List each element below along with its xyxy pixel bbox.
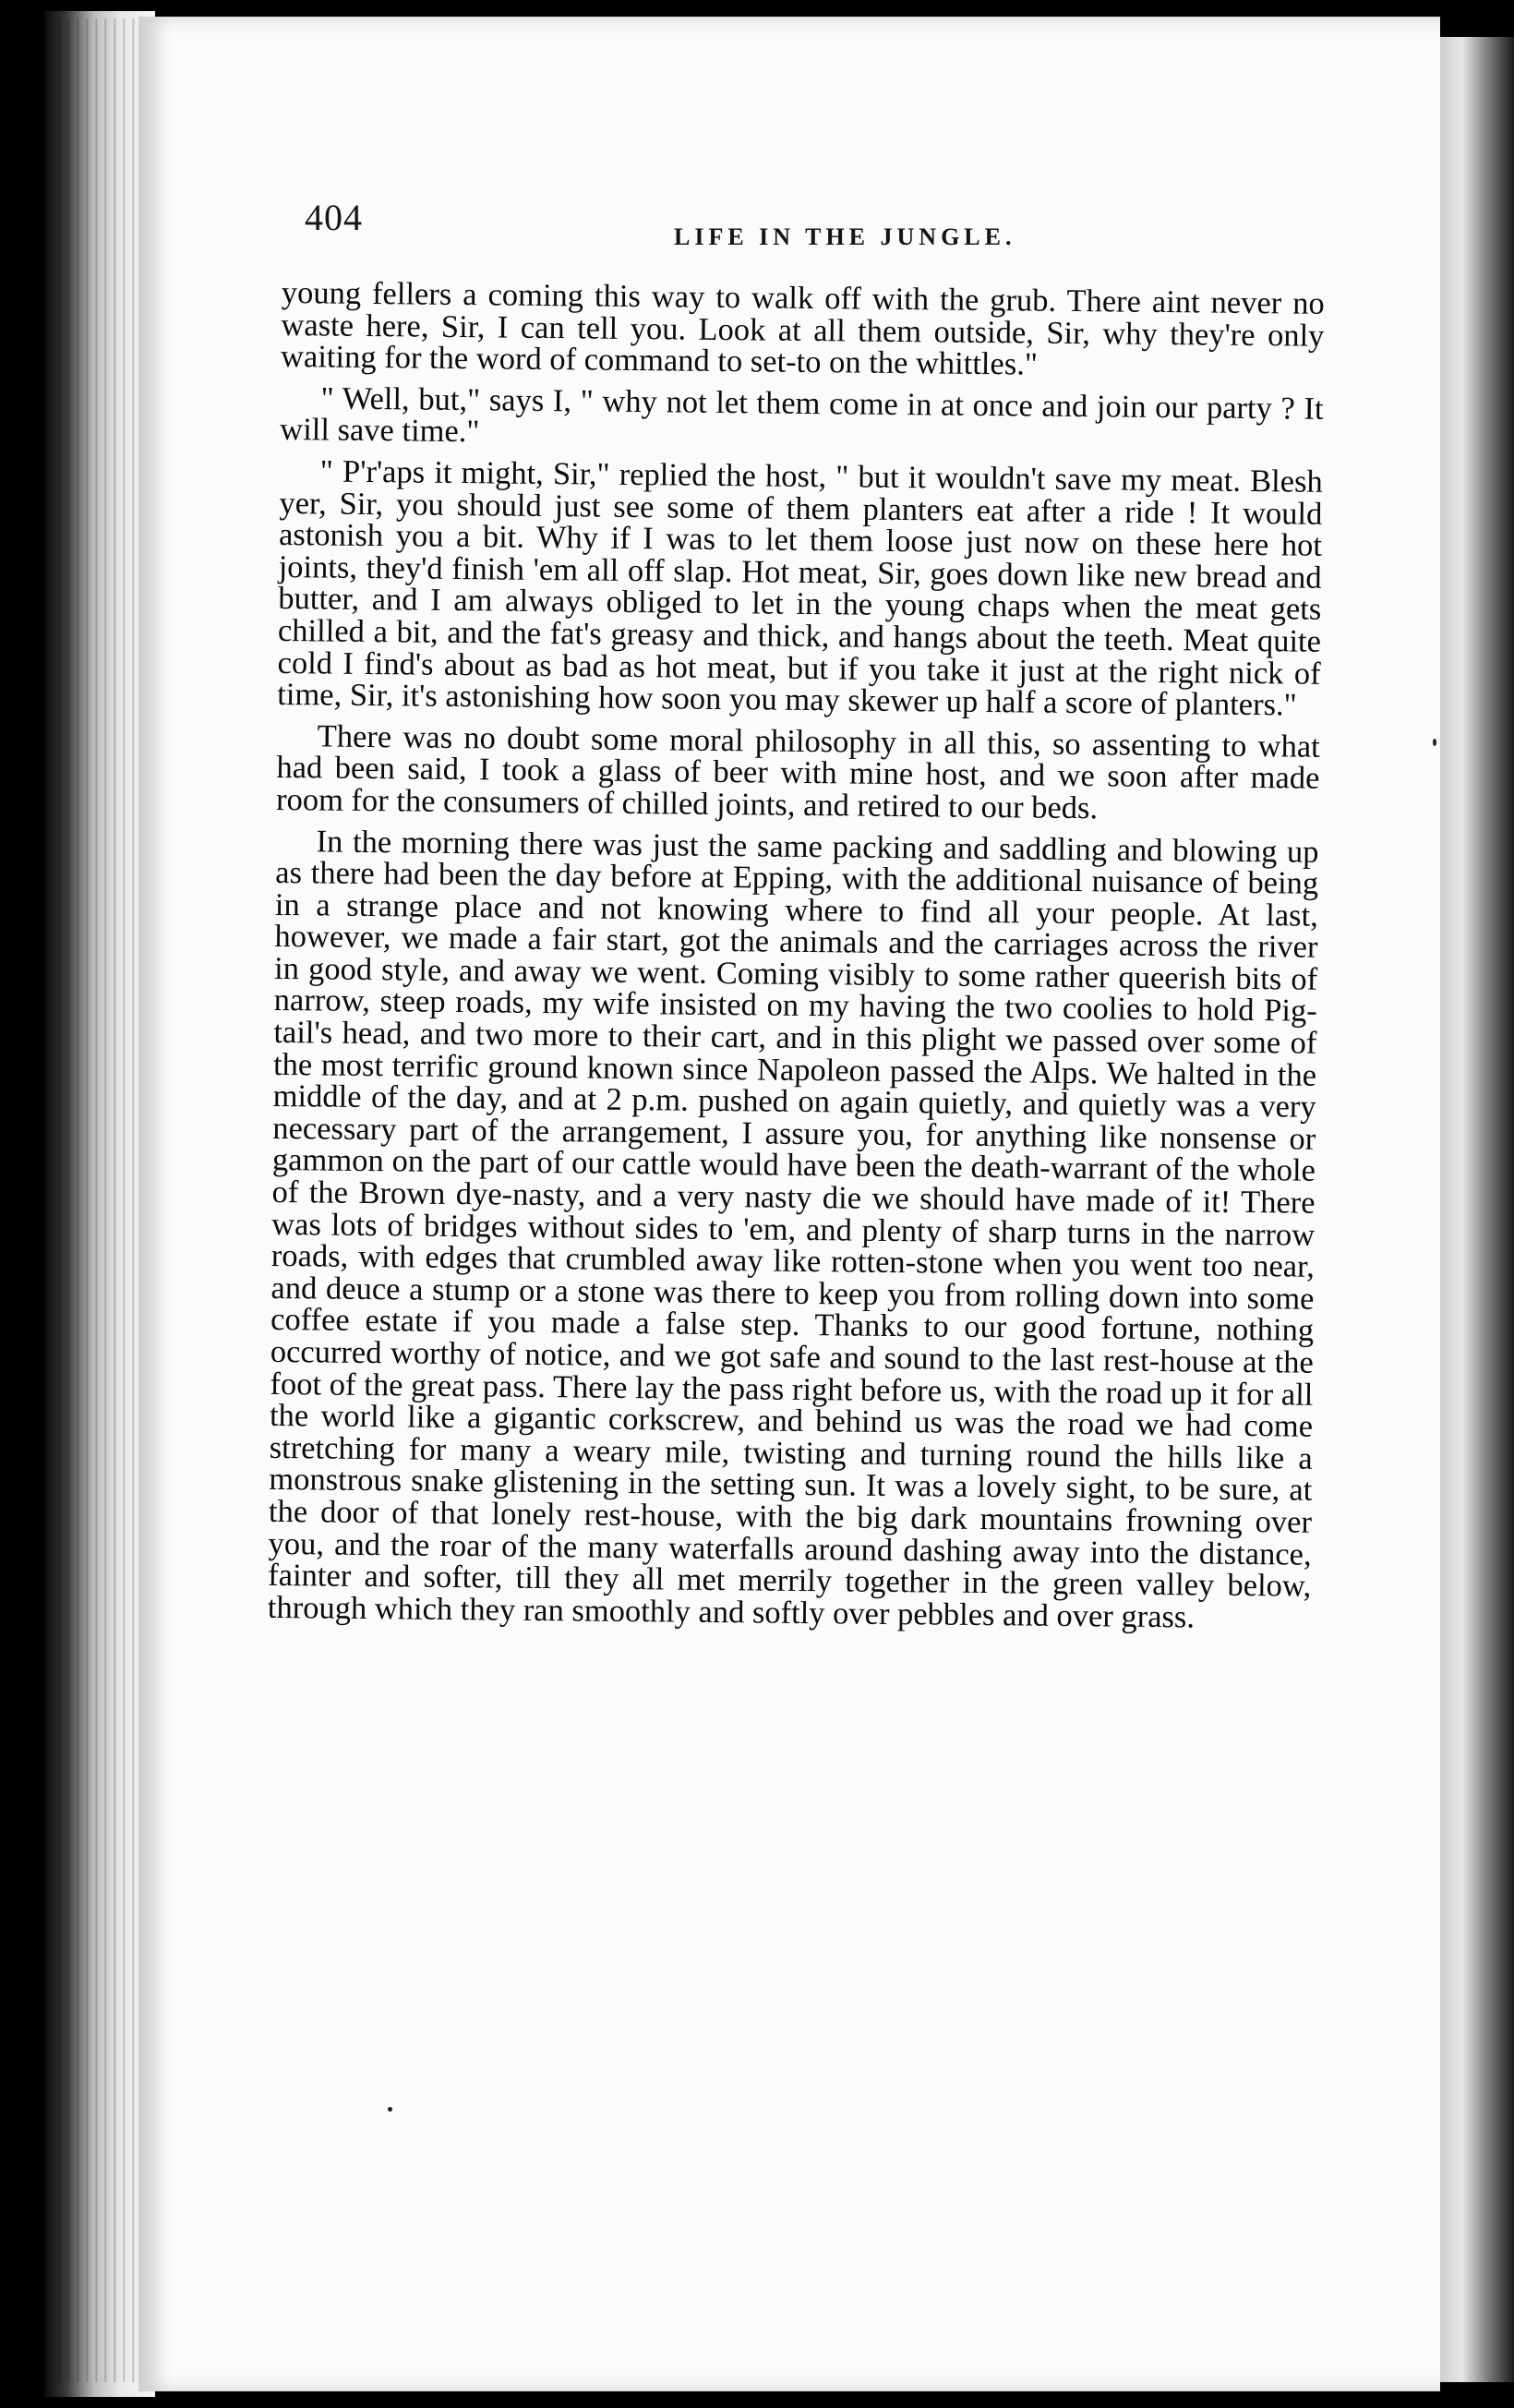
book-fore-edge xyxy=(1440,37,1514,2382)
paragraph: In the morning there was just the same packing and saddling and blowing up as there had been the day before at Epping, with the additional nuisance of being in a strange place and not knowing where to find all your people. At last, however, we made a fair start, got the animals and the carriages across the river in good style, and away we went. Coming visibly to some rather queerish bits of narrow, steep roads, my wife insisted on my having the two coolies to hold Pig-tail's head, and two more to their cart, and in this plight we passed over some of the most terrific ground known since Napoleon passed the Alps. We halted in the middle of the day, and at 2 p.m. pushed on again quietly, and quietly was a very necessary part of the arrangement, I assure you, for anything like nonsense or gammon on the part of our cattle would have been the death-warrant of the whole of the Brown dye-nasty, and a very nasty die we should have made of it! There was lots of bridges without sides to 'em, and plenty of sharp turns in the narrow roads, with edges that crumbled away like rotten-stone when you went too near, and deuce a stump or a stone was there to keep you from rolling down into some coffee estate if you made a false step. Thanks to our good fortune, nothing occurred worthy of notice, and we got safe and sound to the last rest-house at the foot of the great pass. There lay the pass right before us, with the road up it for all the world like a gigantic corkscrew, and behind us was the road we had come stretching for many a weary mile, twisting and turning round the hills like a monstrous snake glistening in the setting sun. It was a lovely sight, to be sure, at the door of that lonely rest-house, with the big dark mountains frowning over you, and the roar of the many waterfalls around dashing away into the distance, fainter and softer, till they all met merrily together in the green valley below, through which they ran smoothly and softly over pebbles and over grass. xyxy=(267,823,1319,1635)
page-number: 404 xyxy=(305,197,363,238)
paragraph: There was no doubt some moral philosophy in all this, so assenting to what had been said, I took a glass of beer with mine host, and we soon after made room for the consumers of chilled joints, and retired to our beds. xyxy=(275,718,1320,826)
running-title: LIFE IN THE JUNGLE. xyxy=(674,223,1016,250)
paragraph: young fellers a coming this way to walk off with the grub. There aint never no waste here, Sir, I can tell you. Look at all them outside, Sir, why they're only waiting for the word of command to set-to on the whittles." xyxy=(280,275,1325,382)
paragraph: " P'r'aps it might, Sir," replied the host, " but it wouldn't save my meat. Blesh yer, Sir, you should just see some of them planters eat after a ride ! It would astonish you a bit. Why if I was to let them loose just now on these here hot joints, they'd finish 'em all off slap. Hot meat, Sir, goes down like new bread and butter, and I am always obliged to let in the young chaps when the meat gets chilled a bit, and the fat's greasy and thick, and hangs about the teeth. Meat quite cold I find's about as bad as hot meat, but if you take it just at the right nick of time, Sir, it's astonishing how soon you may skewer up half a score of planters." xyxy=(277,453,1323,723)
body-text xyxy=(268,277,1325,1643)
paragraph: " Well, but," says I, " why not let them come in at once and join our party ? It will save time." xyxy=(280,380,1324,450)
ink-speck xyxy=(1433,739,1436,746)
running-head xyxy=(305,196,1329,251)
ink-speck xyxy=(388,2107,392,2112)
